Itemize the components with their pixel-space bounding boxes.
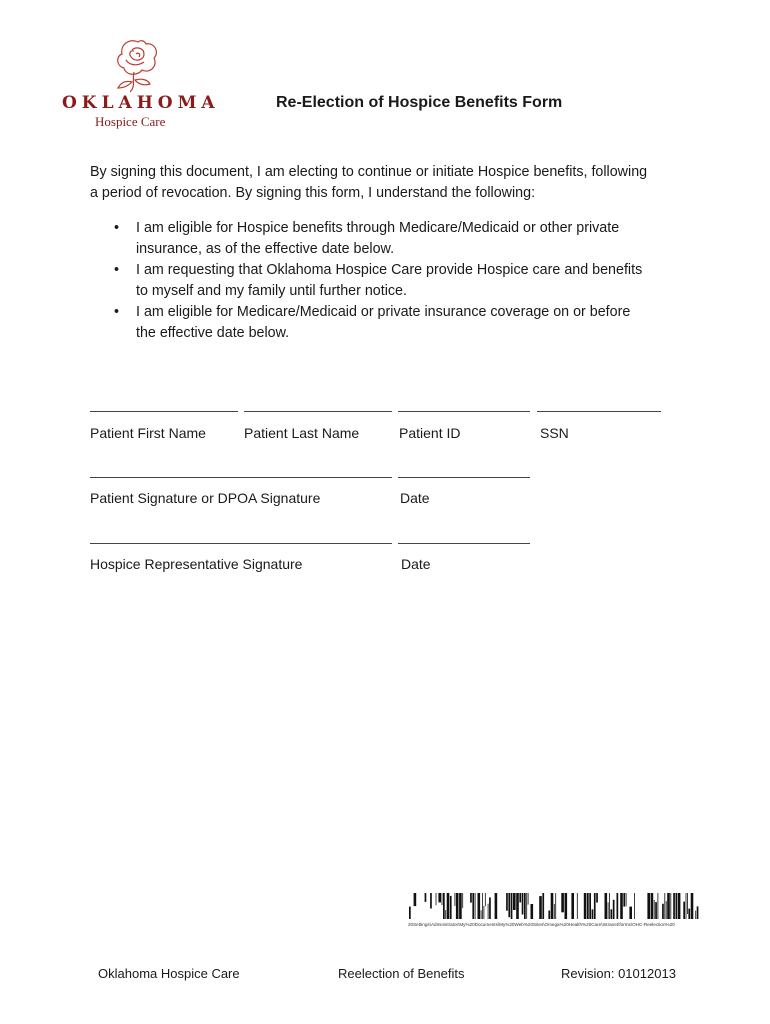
list-item [90, 260, 690, 302]
logo [62, 36, 222, 131]
first-name-field[interactable] [90, 411, 238, 412]
patient-date-field[interactable] [398, 477, 530, 478]
first-name-label: Patient First Name [90, 425, 206, 441]
footer-organization: Oklahoma Hospice Care [98, 966, 240, 981]
patient-date-label: Date [400, 490, 430, 506]
list-item-line: I am requesting that Oklahoma Hospice Care provide Hospice care and benefits [136, 262, 643, 278]
patient-id-field[interactable] [398, 411, 530, 412]
logo-wordmark: OKLAHOMA [62, 93, 220, 113]
ssn-label: SSN [540, 425, 569, 441]
rose-icon [108, 36, 168, 94]
barcode [409, 893, 699, 919]
bullet-icon: • [114, 304, 120, 320]
footer-revision: Revision: 01012013 [561, 966, 676, 981]
intro-line: a period of revocation. By signing this form, I understand the following: [90, 185, 536, 201]
list-item [90, 218, 690, 260]
representative-signature-field[interactable] [90, 543, 392, 544]
list-item-line: insurance, as of the effective date below. [136, 241, 395, 257]
list-item-line: I am eligible for Medicare/Medicaid or private insurance coverage on or before [136, 304, 631, 320]
bullet-icon: • [114, 262, 120, 278]
list-item-line: to myself and my family until further notice. [136, 283, 407, 299]
list-item-line: the effective date below. [136, 325, 290, 341]
form-title: Re-Election of Hospice Benefits Form [276, 94, 563, 111]
barcode-caption: 20Settings\Administrator\My%20Documents\My%20Web%20Sites\Omega%20Health%20Care\Intranet\forms\OHC-Reelection%20 [408, 922, 675, 927]
last-name-label: Patient Last Name [244, 425, 360, 441]
intro-paragraph [90, 162, 690, 204]
list-item [90, 302, 690, 344]
patient-signature-label: Patient Signature or DPOA Signature [90, 490, 321, 506]
acknowledgement-list [90, 218, 690, 344]
bullet-icon: • [114, 220, 120, 236]
logo-subtitle: Hospice Care [95, 114, 166, 129]
patient-signature-field[interactable] [90, 477, 392, 478]
patient-id-label: Patient ID [399, 425, 461, 441]
representative-date-label: Date [401, 556, 431, 572]
representative-signature-label: Hospice Representative Signature [90, 556, 303, 572]
representative-date-field[interactable] [398, 543, 530, 544]
list-item-line: I am eligible for Hospice benefits through Medicare/Medicaid or other private [136, 220, 620, 236]
ssn-field[interactable] [537, 411, 661, 412]
intro-line: By signing this document, I am electing to continue or initiate Hospice benefits, following [90, 164, 648, 180]
last-name-field[interactable] [244, 411, 392, 412]
footer-document-name: Reelection of Benefits [338, 966, 465, 981]
